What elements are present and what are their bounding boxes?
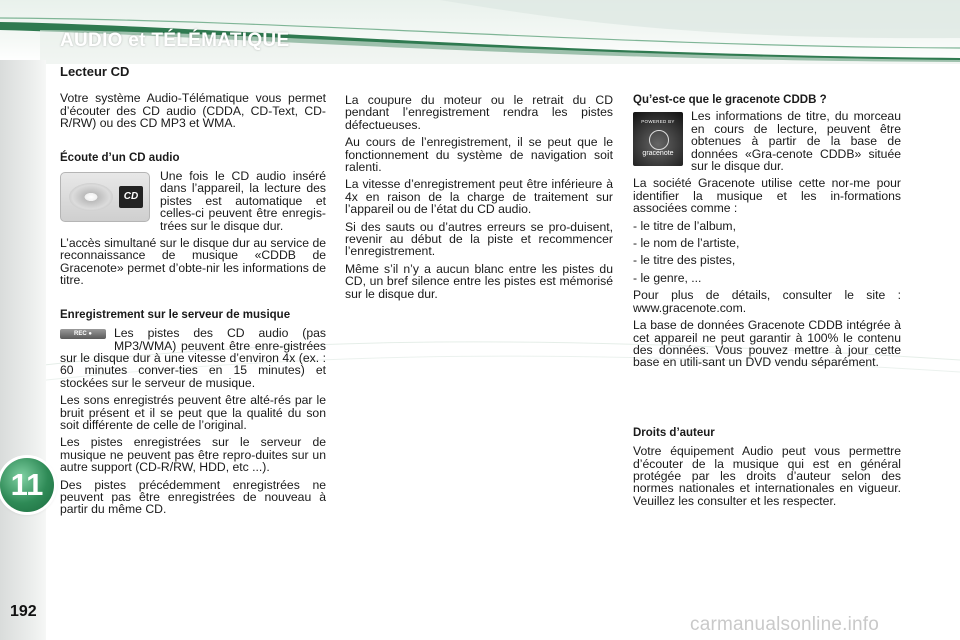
- col2-paragraph-4: Si des sauts ou d’autres erreurs se pro-duisent, revenir au début de la piste et recommencer l’enregistrement.: [345, 219, 613, 259]
- page-title: AUDIO et TÉLÉMATIQUE: [60, 30, 290, 51]
- watermark: carmanualsonline.info: [690, 614, 880, 635]
- col2-paragraph-3: La vitesse d’enregistrement peut être inférieure à 4x en raison de la charge de traitement sur l’appareil ou de l’état du CD audio.: [345, 177, 613, 217]
- listen-heading: Écoute d’un CD audio: [60, 151, 180, 164]
- column-1: [60, 66, 326, 521]
- column-2: [345, 94, 613, 305]
- cd-icon: [60, 172, 150, 222]
- record-heading: Enregistrement sur le serveur de musique: [60, 308, 291, 321]
- list-item: - le genre, ...: [633, 270, 702, 285]
- info-list: [633, 220, 901, 285]
- gracenote-powered-by: POWERED BY: [641, 119, 675, 125]
- record-paragraph-2: Les sons enregistrés peuvent être alté-rés par le bruit présent et il se peut que la qualité du son soit différente de celle de l’original.: [60, 393, 326, 432]
- rights-paragraph: Votre équipement Audio peut vous permettre d’écouter de la musique qui est en général protégée par les droits d’auteur selon des normes nationales et internationales en vigueur. Veuillez les consulter et les respecter.: [633, 444, 901, 508]
- col2-paragraph-2: Au cours de l’enregistrement, il se peut que le fonctionnement du système de navigation soit ralenti.: [345, 135, 613, 175]
- left-sidebar: [0, 60, 46, 640]
- gracenote-paragraph-3: Pour plus de détails, consulter le site : www.gracenote.com.: [633, 288, 901, 315]
- gracenote-paragraph-1: Les informations de titre, du morceau en cours de lecture, peuvent être obtenues à partir de la base de données «Gra-cenote CDDB» située sur le disque dur.: [691, 109, 901, 174]
- col2-paragraph-5: Même s’il n’y a aucun blanc entre les pistes du CD, un bref silence entre les pistes est mémorisé sur le disque dur.: [345, 261, 613, 301]
- chapter-badge: 11: [0, 458, 54, 512]
- intro-paragraph: Votre système Audio-Télématique vous permet d’écouter des CD audio (CDDA, CD-Text, CD-R/RW) ou des CD MP3 et WMA.: [60, 91, 326, 131]
- listen-paragraph-1: Une fois le CD audio inséré dans l’appareil, la lecture des pistes est automatique et celles-ci peuvent être enregis-trées sur le disque dur.: [160, 169, 326, 233]
- record-paragraph-1: Les pistes des CD audio (pas MP3/WMA) peuvent être enre-gistrées sur le disque dur à une vitesse d’environ 4x (ex. : 60 minutes conver-ties en 15 minutes) et stockées sur le serveur de musique.: [60, 326, 326, 390]
- rec-icon: REC ●: [60, 329, 106, 339]
- gracenote-paragraph-2: La société Gracenote utilise cette nor-me pour identifier la musique et les in-formations associées comme :: [633, 176, 901, 216]
- gracenote-paragraph-4: La base de données Gracenote CDDB intégrée à cet appareil ne peut garantir à 100% le contenu des données. Vous pouvez mettre à jour cette base en utili-sant un DVD vendu séparément.: [633, 318, 901, 370]
- cd-label: CD: [119, 186, 143, 208]
- record-paragraph-4: Des pistes précédemment enregistrées ne peuvent pas être enregistrées de nouveau à partir du même CD.: [60, 477, 326, 517]
- disc-shape: [69, 183, 113, 211]
- col2-paragraph-1: La coupure du moteur ou le retrait du CD pendant l’enregistrement rendra les pistes défectueuses.: [345, 93, 613, 132]
- rights-heading: Droits d’auteur: [633, 426, 715, 439]
- record-paragraph-3: Les pistes enregistrées sur le serveur de musique ne peuvent pas être repro-duites sur un autre support (CD-R/RW, HDD, etc ...).: [60, 435, 326, 475]
- list-item: - le nom de l’artiste,: [633, 236, 740, 251]
- section-title: Lecteur CD: [60, 64, 130, 79]
- gracenote-wordmark: gracenote: [642, 150, 674, 157]
- list-item: - le titre des pistes,: [633, 253, 736, 268]
- gracenote-heading: Qu’est-ce que le gracenote CDDB ?: [633, 94, 827, 106]
- list-item: - le titre de l’album,: [633, 218, 736, 233]
- page-number: 192: [10, 603, 37, 620]
- listen-paragraph-2: L’accès simultané sur le disque dur au service de reconnaissance de musique «CDDB de Gracenote» permet d’obte-nir les informations de titre.: [60, 236, 326, 288]
- column-3: [633, 94, 901, 512]
- gracenote-logo-icon: [633, 112, 683, 166]
